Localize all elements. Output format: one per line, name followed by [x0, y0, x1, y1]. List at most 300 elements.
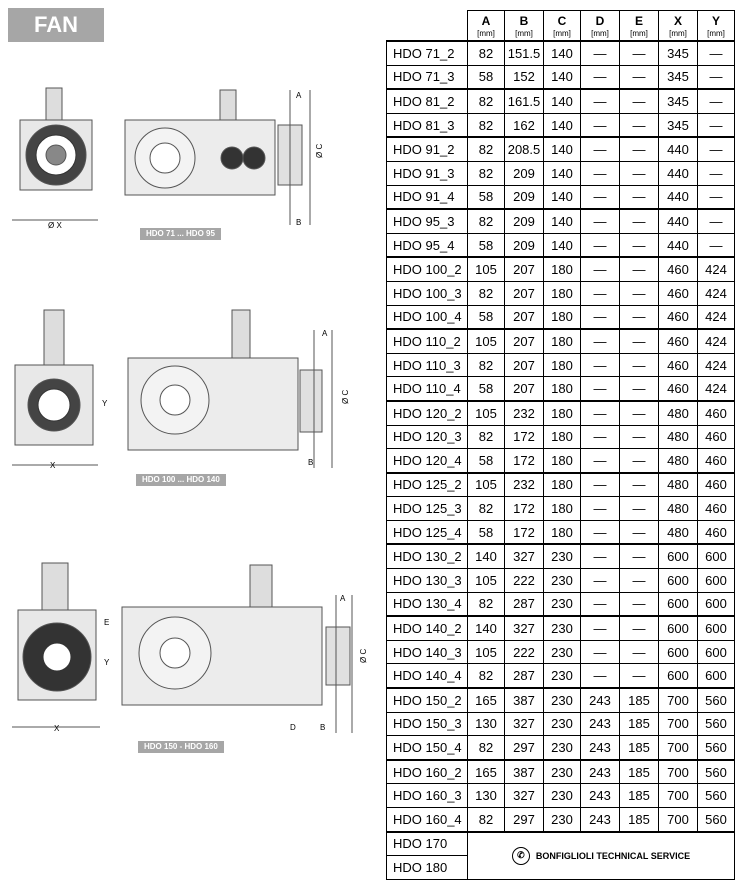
table-row [387, 520, 735, 544]
model-cell: HDO 130_2 [387, 544, 468, 568]
value-cell: 327 [505, 712, 544, 736]
value-cell: 480 [659, 425, 698, 449]
value-cell: 230 [544, 688, 581, 712]
value-cell: 82 [468, 89, 505, 113]
value-cell: — [620, 41, 659, 65]
value-cell: 140 [544, 209, 581, 233]
value-cell: 560 [698, 808, 735, 832]
model-cell: HDO 91_2 [387, 137, 468, 161]
value-cell: 424 [698, 305, 735, 329]
value-cell: 440 [659, 209, 698, 233]
value-cell: 424 [698, 329, 735, 353]
value-cell: 207 [505, 329, 544, 353]
value-cell: — [620, 640, 659, 664]
col-header-x: X [mm] [659, 11, 698, 42]
caption-hdo-71-95: HDO 71 ... HDO 95 [140, 228, 221, 240]
table-row [387, 449, 735, 473]
value-cell: 460 [659, 281, 698, 305]
value-cell: — [698, 137, 735, 161]
value-cell: 560 [698, 760, 735, 784]
value-cell: — [620, 137, 659, 161]
value-cell: 140 [468, 544, 505, 568]
value-cell: — [581, 281, 620, 305]
value-cell: 140 [468, 616, 505, 640]
value-cell: 82 [468, 137, 505, 161]
value-cell: — [620, 544, 659, 568]
value-cell: — [620, 497, 659, 521]
table-row [387, 712, 735, 736]
value-cell: 209 [505, 233, 544, 257]
value-cell: — [581, 497, 620, 521]
value-cell: 345 [659, 65, 698, 89]
value-cell: 208.5 [505, 137, 544, 161]
value-cell: 207 [505, 377, 544, 401]
value-cell: 327 [505, 784, 544, 808]
value-cell: 165 [468, 760, 505, 784]
value-cell: 140 [544, 41, 581, 65]
value-cell: — [581, 640, 620, 664]
value-cell: — [698, 161, 735, 185]
value-cell: 209 [505, 185, 544, 209]
value-cell: 700 [659, 784, 698, 808]
value-cell: 600 [698, 569, 735, 593]
col-header-y: Y [mm] [698, 11, 735, 42]
value-cell: — [620, 377, 659, 401]
table-row [387, 808, 735, 832]
value-cell: 180 [544, 257, 581, 281]
value-cell: 180 [544, 449, 581, 473]
dim-label-c: Ø C [359, 648, 368, 663]
dim-label-c: Ø C [341, 389, 350, 404]
value-cell: 230 [544, 712, 581, 736]
value-cell: 243 [581, 736, 620, 760]
table-row [387, 640, 735, 664]
table-row [387, 257, 735, 281]
table-row [387, 41, 735, 65]
value-cell: — [620, 257, 659, 281]
value-cell: 345 [659, 41, 698, 65]
model-cell: HDO 125_4 [387, 520, 468, 544]
dim-label-b: B [320, 723, 326, 732]
value-cell: 185 [620, 712, 659, 736]
value-cell: 460 [698, 401, 735, 425]
value-cell: — [620, 113, 659, 137]
model-cell: HDO 71_2 [387, 41, 468, 65]
value-cell: 480 [659, 520, 698, 544]
model-cell: HDO 125_2 [387, 473, 468, 497]
value-cell: 185 [620, 784, 659, 808]
value-cell: 82 [468, 736, 505, 760]
value-cell: — [581, 449, 620, 473]
value-cell: 230 [544, 736, 581, 760]
service-note-cell [468, 832, 735, 880]
table-row [387, 784, 735, 808]
drawing-hdo-100-140 [0, 300, 380, 470]
model-cell: HDO 170 [387, 832, 468, 856]
value-cell: 180 [544, 497, 581, 521]
value-cell: 700 [659, 736, 698, 760]
table-row [387, 281, 735, 305]
section-badge: FAN [8, 8, 104, 42]
dim-label-y: Y [104, 658, 110, 667]
model-cell: HDO 100_2 [387, 257, 468, 281]
col-header-d: D [mm] [581, 11, 620, 42]
value-cell: 152 [505, 65, 544, 89]
value-cell: 58 [468, 377, 505, 401]
model-cell: HDO 100_4 [387, 305, 468, 329]
value-cell: — [581, 233, 620, 257]
value-cell: 600 [698, 592, 735, 616]
value-cell: 105 [468, 401, 505, 425]
value-cell: 185 [620, 736, 659, 760]
dim-label-y: Y [102, 399, 108, 408]
value-cell: — [698, 233, 735, 257]
table-row [387, 736, 735, 760]
dim-label-x: X [50, 461, 56, 470]
value-cell: 180 [544, 377, 581, 401]
value-cell: — [620, 520, 659, 544]
value-cell: 222 [505, 640, 544, 664]
value-cell: — [698, 113, 735, 137]
value-cell: 600 [698, 616, 735, 640]
model-cell: HDO 95_3 [387, 209, 468, 233]
value-cell: 82 [468, 353, 505, 377]
value-cell: 165 [468, 688, 505, 712]
value-cell: — [581, 544, 620, 568]
table-row [387, 592, 735, 616]
value-cell: 460 [698, 425, 735, 449]
col-header-b: B [mm] [505, 11, 544, 42]
value-cell: 172 [505, 520, 544, 544]
value-cell: 460 [659, 305, 698, 329]
value-cell: 140 [544, 65, 581, 89]
model-cell: HDO 130_4 [387, 592, 468, 616]
value-cell: — [620, 209, 659, 233]
value-cell: — [581, 473, 620, 497]
phone-icon: ✆ [512, 847, 530, 865]
value-cell: 207 [505, 305, 544, 329]
value-cell: 243 [581, 808, 620, 832]
value-cell: 460 [698, 520, 735, 544]
value-cell: 327 [505, 616, 544, 640]
value-cell: 243 [581, 760, 620, 784]
value-cell: — [581, 161, 620, 185]
value-cell: 460 [659, 257, 698, 281]
value-cell: 151.5 [505, 41, 544, 65]
value-cell: — [620, 449, 659, 473]
value-cell: 230 [544, 784, 581, 808]
model-cell: HDO 150_2 [387, 688, 468, 712]
value-cell: 600 [659, 664, 698, 688]
value-cell: 230 [544, 640, 581, 664]
value-cell: — [581, 257, 620, 281]
value-cell: 58 [468, 520, 505, 544]
model-cell: HDO 120_2 [387, 401, 468, 425]
value-cell: 82 [468, 281, 505, 305]
value-cell: 700 [659, 688, 698, 712]
value-cell: — [581, 425, 620, 449]
table-row [387, 473, 735, 497]
value-cell: — [620, 592, 659, 616]
value-cell: 232 [505, 401, 544, 425]
value-cell: — [698, 65, 735, 89]
model-cell: HDO 140_2 [387, 616, 468, 640]
model-cell: HDO 110_4 [387, 377, 468, 401]
value-cell: — [620, 185, 659, 209]
col-header-e: E [mm] [620, 11, 659, 42]
value-cell: — [620, 89, 659, 113]
value-cell: — [698, 185, 735, 209]
dim-label-c: Ø C [315, 143, 324, 158]
dim-label-a: A [296, 91, 302, 100]
value-cell: 230 [544, 616, 581, 640]
value-cell: 172 [505, 425, 544, 449]
value-cell: 327 [505, 544, 544, 568]
value-cell: 82 [468, 592, 505, 616]
value-cell: 460 [698, 497, 735, 521]
dim-label-x: X [54, 724, 60, 733]
value-cell: 297 [505, 808, 544, 832]
value-cell: 185 [620, 760, 659, 784]
table-row [387, 185, 735, 209]
value-cell: 58 [468, 233, 505, 257]
value-cell: — [620, 233, 659, 257]
value-cell: 287 [505, 592, 544, 616]
value-cell: 180 [544, 425, 581, 449]
dim-label-d: D [290, 723, 296, 732]
header-corner [387, 11, 468, 42]
value-cell: 105 [468, 257, 505, 281]
table-row [387, 569, 735, 593]
value-cell: 600 [659, 592, 698, 616]
value-cell: 700 [659, 712, 698, 736]
value-cell: 209 [505, 209, 544, 233]
table-row [387, 353, 735, 377]
table-row [387, 161, 735, 185]
value-cell: 222 [505, 569, 544, 593]
value-cell: — [620, 161, 659, 185]
value-cell: 387 [505, 760, 544, 784]
value-cell: 162 [505, 113, 544, 137]
table-row [387, 209, 735, 233]
value-cell: 180 [544, 473, 581, 497]
value-cell: 440 [659, 161, 698, 185]
value-cell: — [581, 137, 620, 161]
value-cell: 82 [468, 808, 505, 832]
table-row [387, 89, 735, 113]
value-cell: 560 [698, 736, 735, 760]
value-cell: — [581, 520, 620, 544]
model-cell: HDO 130_3 [387, 569, 468, 593]
model-cell: HDO 91_4 [387, 185, 468, 209]
model-cell: HDO 81_2 [387, 89, 468, 113]
table-row [387, 377, 735, 401]
value-cell: 424 [698, 353, 735, 377]
value-cell: 230 [544, 664, 581, 688]
value-cell: — [581, 305, 620, 329]
value-cell: 180 [544, 353, 581, 377]
value-cell: 600 [698, 544, 735, 568]
value-cell: — [698, 41, 735, 65]
model-cell: HDO 150_3 [387, 712, 468, 736]
value-cell: 480 [659, 473, 698, 497]
value-cell: 297 [505, 736, 544, 760]
col-header-a: A [mm] [468, 11, 505, 42]
value-cell: — [581, 377, 620, 401]
table-row [387, 688, 735, 712]
dim-label-x: Ø X [48, 221, 62, 230]
value-cell: — [698, 89, 735, 113]
model-cell: HDO 120_4 [387, 449, 468, 473]
value-cell: — [620, 569, 659, 593]
model-cell: HDO 140_4 [387, 664, 468, 688]
value-cell: 600 [659, 616, 698, 640]
model-cell: HDO 180 [387, 856, 468, 880]
table-row [387, 401, 735, 425]
value-cell: 82 [468, 41, 505, 65]
value-cell: 460 [659, 329, 698, 353]
value-cell: 185 [620, 688, 659, 712]
value-cell: 480 [659, 449, 698, 473]
value-cell: 345 [659, 113, 698, 137]
value-cell: 600 [698, 664, 735, 688]
value-cell: 243 [581, 784, 620, 808]
table-row [387, 760, 735, 784]
value-cell: 560 [698, 712, 735, 736]
model-cell: HDO 100_3 [387, 281, 468, 305]
value-cell: 207 [505, 353, 544, 377]
value-cell: 700 [659, 808, 698, 832]
value-cell: — [620, 329, 659, 353]
model-cell: HDO 71_3 [387, 65, 468, 89]
model-cell: HDO 160_4 [387, 808, 468, 832]
value-cell: — [581, 65, 620, 89]
value-cell: 480 [659, 497, 698, 521]
value-cell: 82 [468, 664, 505, 688]
value-cell: 232 [505, 473, 544, 497]
drawing-hdo-71-95 [0, 80, 380, 230]
value-cell: 243 [581, 688, 620, 712]
table-row [387, 305, 735, 329]
value-cell: 387 [505, 688, 544, 712]
value-cell: 230 [544, 760, 581, 784]
value-cell: — [581, 209, 620, 233]
value-cell: 185 [620, 808, 659, 832]
value-cell: — [581, 113, 620, 137]
value-cell: 460 [698, 473, 735, 497]
value-cell: 460 [659, 377, 698, 401]
value-cell: 82 [468, 425, 505, 449]
value-cell: 180 [544, 329, 581, 353]
value-cell: — [620, 473, 659, 497]
dim-label-a: A [340, 594, 346, 603]
value-cell: 230 [544, 544, 581, 568]
value-cell: — [581, 664, 620, 688]
dim-label-a: A [322, 329, 328, 338]
table-row [387, 425, 735, 449]
value-cell: 130 [468, 784, 505, 808]
value-cell: — [581, 185, 620, 209]
value-cell: — [698, 209, 735, 233]
dim-label-b: B [296, 218, 302, 227]
value-cell: — [581, 401, 620, 425]
value-cell: 58 [468, 449, 505, 473]
table-row [387, 233, 735, 257]
value-cell: 140 [544, 161, 581, 185]
value-cell: 161.5 [505, 89, 544, 113]
value-cell: 140 [544, 233, 581, 257]
value-cell: 600 [659, 640, 698, 664]
value-cell: 105 [468, 640, 505, 664]
value-cell: 82 [468, 209, 505, 233]
caption-hdo-100-140: HDO 100 ... HDO 140 [136, 474, 226, 486]
value-cell: — [620, 65, 659, 89]
value-cell: 180 [544, 281, 581, 305]
value-cell: 600 [659, 544, 698, 568]
value-cell: — [620, 425, 659, 449]
value-cell: — [581, 569, 620, 593]
table-row [387, 664, 735, 688]
value-cell: 460 [698, 449, 735, 473]
table-row [387, 832, 735, 856]
value-cell: 440 [659, 185, 698, 209]
model-cell: HDO 81_3 [387, 113, 468, 137]
model-cell: HDO 125_3 [387, 497, 468, 521]
model-cell: HDO 160_3 [387, 784, 468, 808]
value-cell: 82 [468, 161, 505, 185]
model-cell: HDO 110_3 [387, 353, 468, 377]
table-row [387, 113, 735, 137]
caption-hdo-150-160: HDO 150 - HDO 160 [138, 741, 224, 753]
dim-label-e: E [104, 618, 110, 627]
value-cell: 82 [468, 113, 505, 137]
value-cell: — [620, 281, 659, 305]
value-cell: 105 [468, 569, 505, 593]
value-cell: 230 [544, 569, 581, 593]
value-cell: 600 [698, 640, 735, 664]
value-cell: — [620, 305, 659, 329]
table-row [387, 65, 735, 89]
value-cell: 424 [698, 377, 735, 401]
model-cell: HDO 110_2 [387, 329, 468, 353]
table-header-row [387, 11, 735, 42]
value-cell: 105 [468, 473, 505, 497]
value-cell: — [620, 353, 659, 377]
value-cell: — [581, 616, 620, 640]
model-cell: HDO 95_4 [387, 233, 468, 257]
value-cell: 345 [659, 89, 698, 113]
value-cell: 82 [468, 497, 505, 521]
model-cell: HDO 150_4 [387, 736, 468, 760]
value-cell: — [581, 353, 620, 377]
value-cell: 230 [544, 808, 581, 832]
value-cell: 230 [544, 592, 581, 616]
value-cell: 209 [505, 161, 544, 185]
table-row [387, 137, 735, 161]
value-cell: 180 [544, 401, 581, 425]
value-cell: — [581, 592, 620, 616]
value-cell: 172 [505, 449, 544, 473]
value-cell: 480 [659, 401, 698, 425]
value-cell: 287 [505, 664, 544, 688]
value-cell: 140 [544, 185, 581, 209]
value-cell: 140 [544, 89, 581, 113]
value-cell: 460 [659, 353, 698, 377]
value-cell: — [620, 616, 659, 640]
service-note: BONFIGLIOLI TECHNICAL SERVICE [535, 850, 691, 861]
model-cell: HDO 120_3 [387, 425, 468, 449]
table-row [387, 497, 735, 521]
